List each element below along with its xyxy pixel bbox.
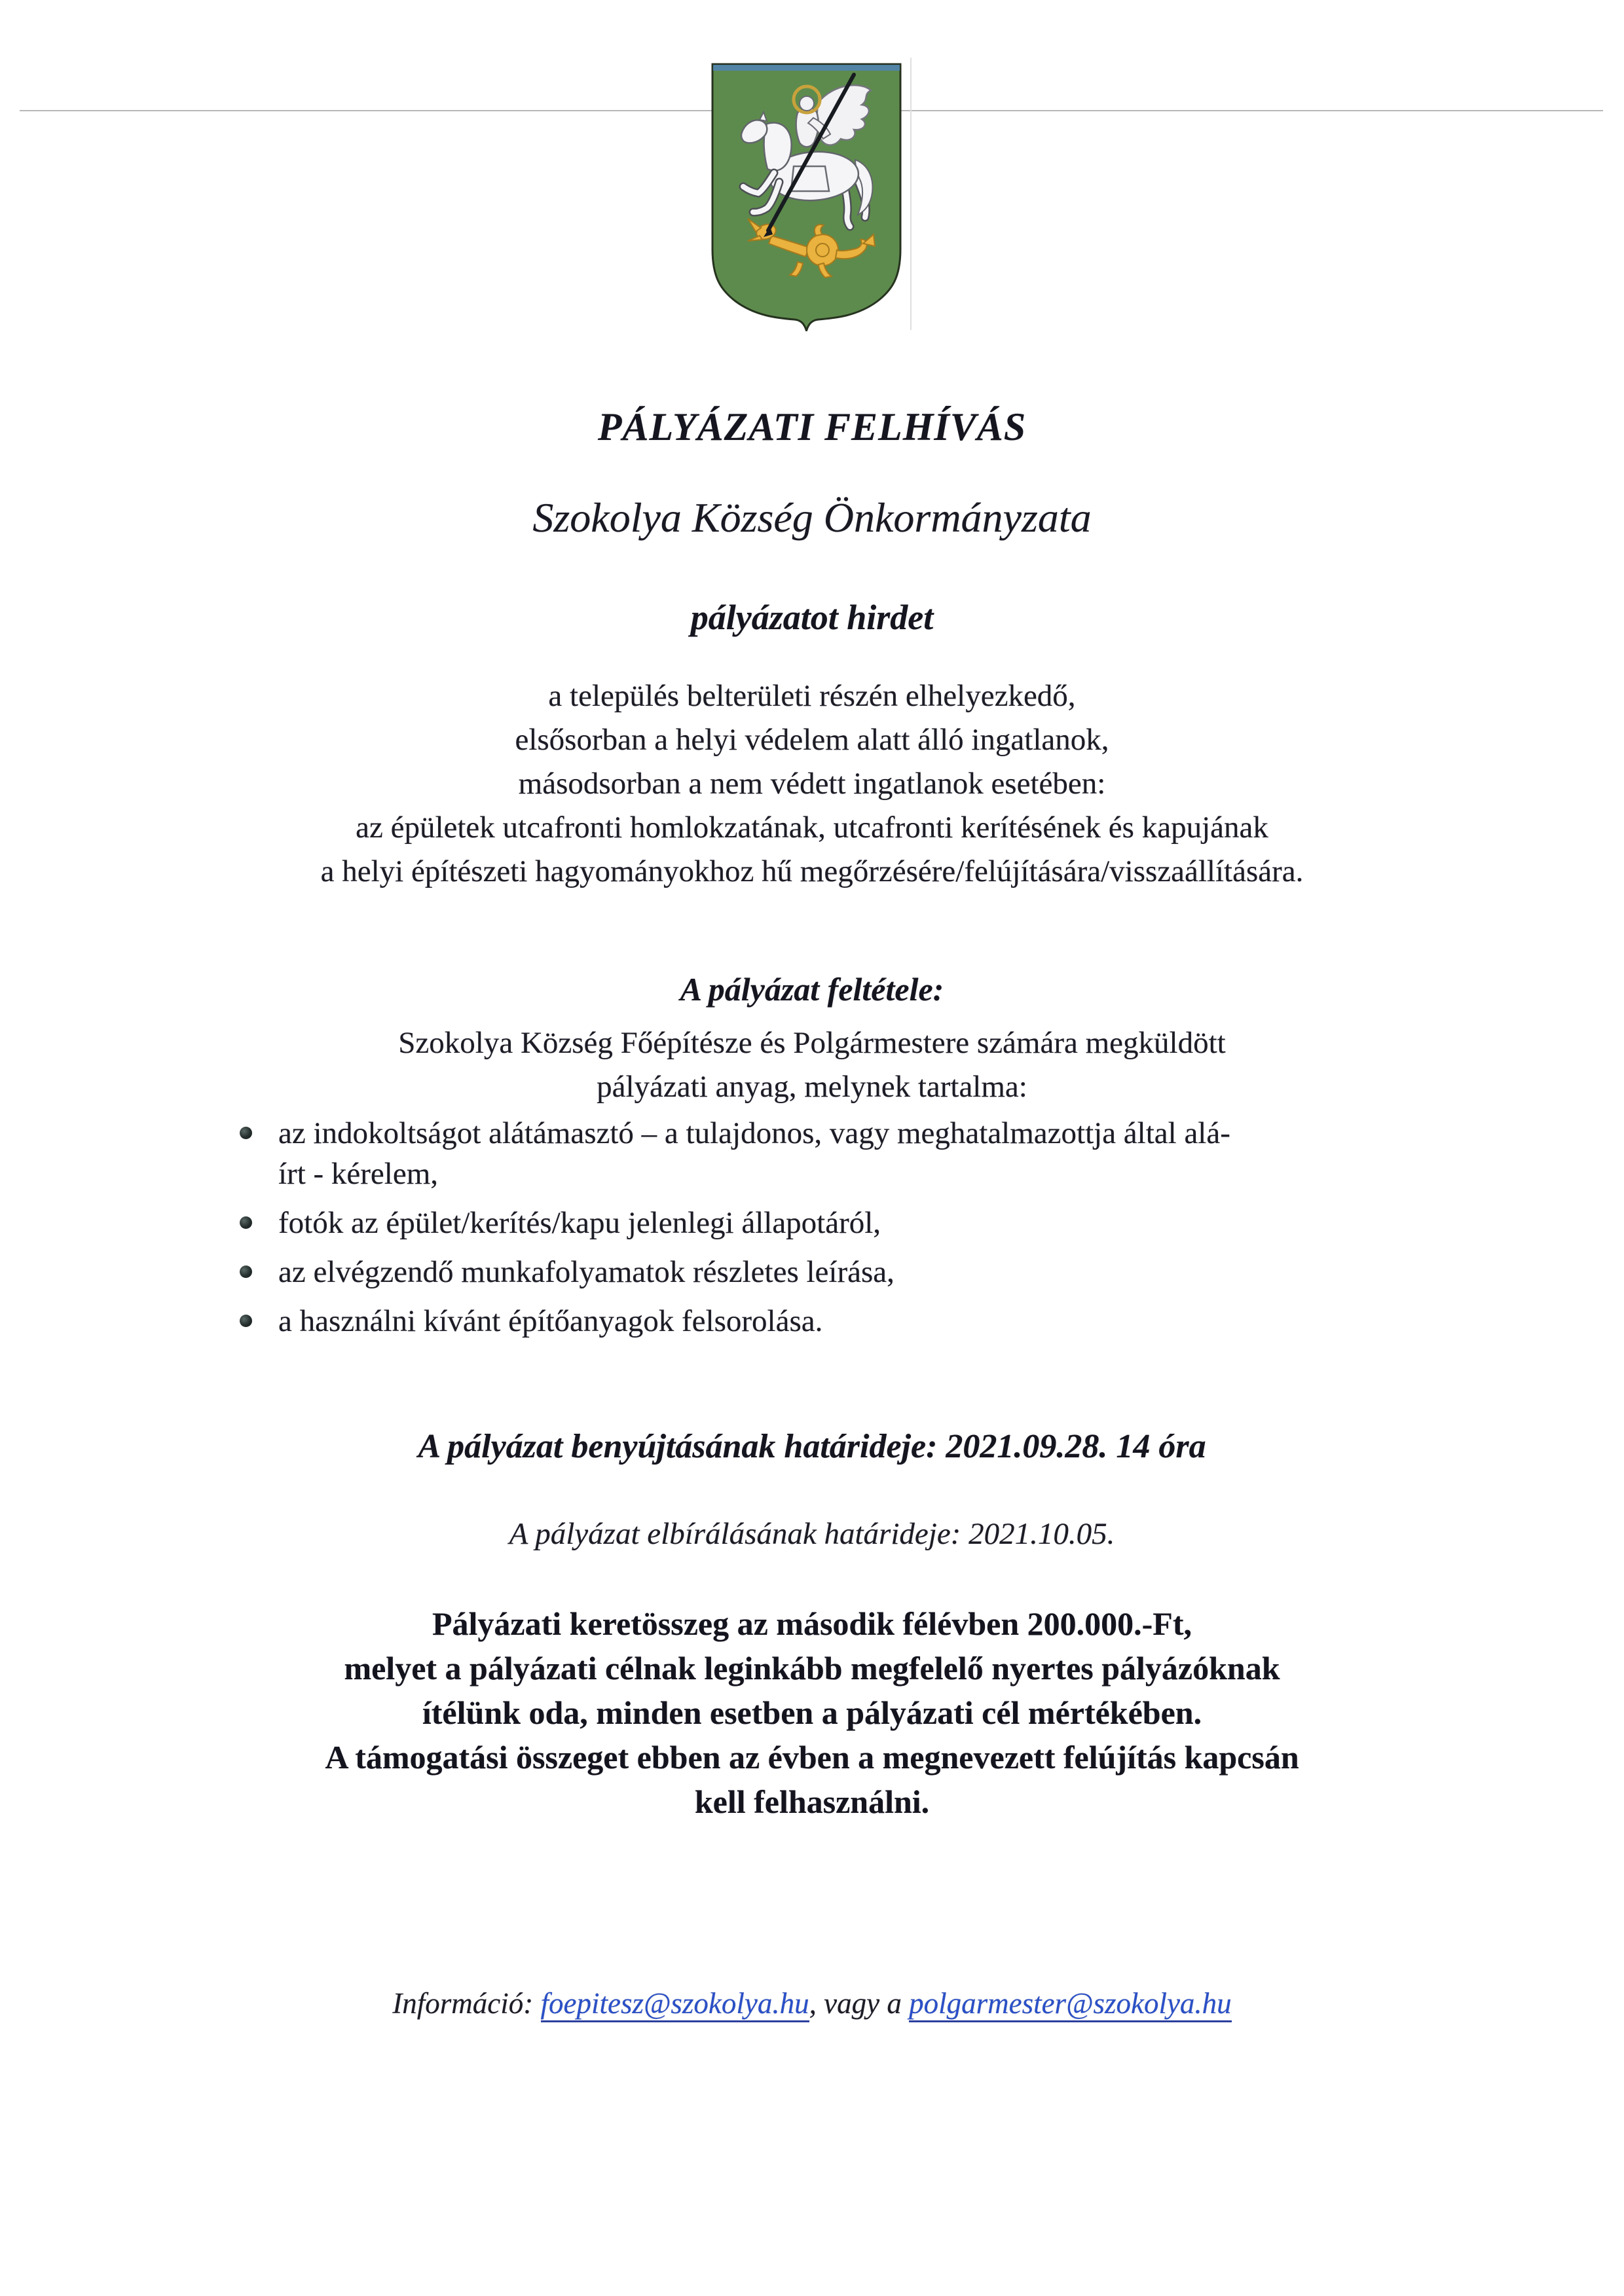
page-title: PÁLYÁZATI FELHÍVÁS bbox=[597, 405, 1027, 448]
email-link-foepitesz[interactable]: foepitesz@szokolya.hu bbox=[541, 1987, 809, 2022]
conditions-line: Szokolya Község Főépítésze és Polgármestere számára megküldött bbox=[398, 1026, 1226, 1060]
budget-line: ítélünk oda, minden esetben a pályázati cél mértékében. bbox=[422, 1694, 1202, 1731]
contact-info-line bbox=[0, 1986, 1624, 2020]
list-item bbox=[240, 1301, 1441, 1341]
intro-line: másodsorban a nem védett ingatlanok esetében: bbox=[518, 767, 1106, 801]
bullet-line: az elvégzendő munkafolyamatok részletes leírása, bbox=[278, 1255, 895, 1289]
conditions-bullet-list bbox=[240, 1113, 1441, 1350]
intro-line: a helyi építészeti hagyományokhoz hű megőrzésére/felújítására/visszaállítására. bbox=[320, 854, 1304, 888]
bullet-icon bbox=[240, 1315, 252, 1327]
bullet-icon bbox=[240, 1216, 252, 1229]
bullet-line: fotók az épület/kerítés/kapu jelenlegi állapotáról, bbox=[278, 1206, 881, 1240]
budget-line: Pályázati keretösszeg az második félévben 200.000.-Ft, bbox=[432, 1605, 1192, 1642]
budget-line: A támogatási összeget ebben az évben a megnevezett felújítás kapcsán bbox=[325, 1739, 1299, 1776]
email-link-polgarmester[interactable]: polgarmester@szokolya.hu bbox=[909, 1987, 1232, 2022]
szokolya-coat-of-arms-icon bbox=[706, 56, 907, 331]
issuer-name: Szokolya Község Önkormányzata bbox=[532, 494, 1092, 541]
bullet-line: az indokoltságot alátámasztó – a tulajdonos, vagy meghatalmazottja által alá- bbox=[278, 1116, 1230, 1150]
conditions-line: pályázati anyag, melynek tartalma: bbox=[597, 1070, 1027, 1104]
evaluation-deadline: A pályázat elbírálásának határideje: 2021.10.05. bbox=[509, 1517, 1115, 1551]
conditions-heading: A pályázat feltétele: bbox=[680, 971, 944, 1008]
crest-image-edge bbox=[910, 58, 912, 330]
contact-prefix: Információ: bbox=[392, 1987, 541, 2020]
announce-line: pályázatot hirdet bbox=[690, 598, 934, 637]
submission-deadline: A pályázat benyújtásának határideje: 2021.09.28. 14 óra bbox=[418, 1428, 1206, 1465]
bullet-icon bbox=[240, 1266, 252, 1278]
list-item bbox=[240, 1252, 1441, 1292]
budget-paragraph bbox=[0, 1601, 1624, 1824]
shield-top-band bbox=[713, 65, 900, 71]
intro-line: elsősorban a helyi védelem alatt álló ingatlanok, bbox=[515, 723, 1109, 757]
bullet-line: a használni kívánt építőanyagok felsorolása. bbox=[278, 1304, 823, 1338]
conditions-intro bbox=[0, 1021, 1624, 1109]
bullet-line: írt - kérelem, bbox=[278, 1157, 439, 1191]
list-item bbox=[240, 1113, 1441, 1194]
contact-separator: , vagy a bbox=[809, 1987, 910, 2020]
bullet-icon bbox=[240, 1127, 252, 1139]
intro-line: a település belterületi részén elhelyezkedő, bbox=[548, 679, 1076, 713]
budget-line: melyet a pályázati célnak leginkább megfelelő nyertes pályázóknak bbox=[344, 1650, 1280, 1686]
intro-line: az épületek utcafronti homlokzatának, utcafronti kerítésének és kapujának bbox=[356, 811, 1268, 845]
intro-paragraph bbox=[0, 674, 1624, 894]
list-item bbox=[240, 1203, 1441, 1243]
budget-line: kell felhasználni. bbox=[694, 1783, 930, 1820]
